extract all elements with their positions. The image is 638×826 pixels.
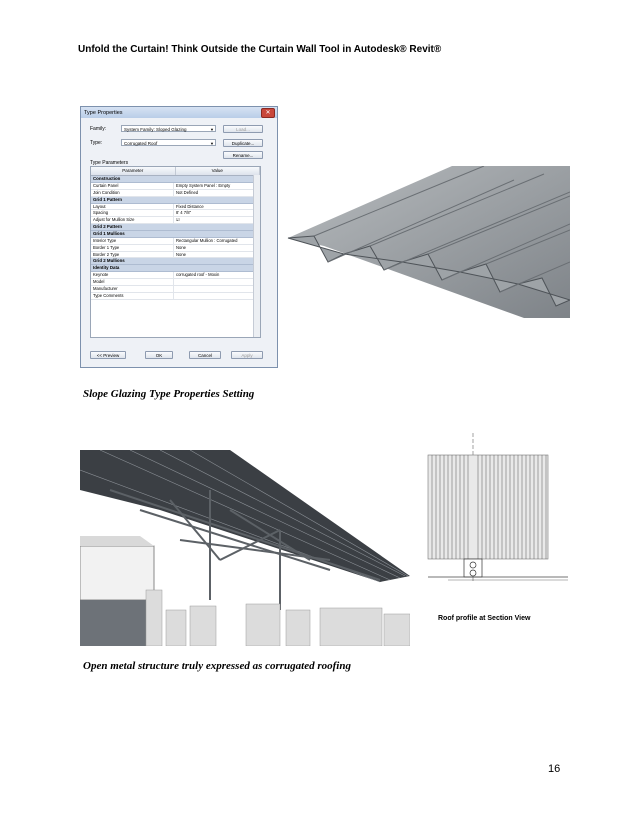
section-view-drawing bbox=[418, 433, 568, 583]
parameter-value[interactable]: None bbox=[176, 244, 187, 250]
page-header: Unfold the Curtain! Think Outside the Curtain Wall Tool in Autodesk® Revit® bbox=[78, 44, 442, 55]
parameter-group[interactable] bbox=[91, 265, 260, 272]
apply-button[interactable]: Apply bbox=[231, 351, 263, 359]
parameter-name: Adjust for Mullion Size bbox=[91, 217, 174, 223]
parameter-value[interactable]: Empty System Panel : Empty bbox=[176, 183, 231, 188]
ok-button[interactable]: OK bbox=[145, 351, 173, 359]
parameter-name: Interior Type bbox=[91, 238, 174, 244]
column-parameter: Parameter bbox=[91, 167, 176, 175]
parameter-group[interactable] bbox=[91, 224, 260, 231]
vertical-scrollbar[interactable] bbox=[253, 175, 260, 337]
parameter-group[interactable] bbox=[91, 197, 260, 204]
table-row[interactable] bbox=[91, 238, 260, 245]
parameter-value[interactable]: corrugated roof - Moxin bbox=[176, 272, 220, 278]
section-view-label: Roof profile at Section View bbox=[438, 615, 531, 622]
parameter-value[interactable]: ☑ bbox=[176, 217, 180, 223]
parameter-group-label: Grid 1 Mullions bbox=[93, 230, 125, 236]
page-number: 16 bbox=[548, 763, 561, 775]
table-row[interactable] bbox=[91, 286, 260, 293]
load-button[interactable]: Load... bbox=[223, 125, 263, 133]
type-select[interactable] bbox=[121, 139, 216, 146]
table-row[interactable] bbox=[91, 279, 260, 286]
table-row[interactable] bbox=[91, 293, 260, 300]
parameter-group-label: Grid 2 Mullions bbox=[93, 258, 125, 264]
type-label: Type: bbox=[90, 140, 103, 146]
parameter-group[interactable] bbox=[91, 176, 260, 183]
parameter-group[interactable] bbox=[91, 231, 260, 238]
dialog-title: Type Properties bbox=[84, 109, 123, 116]
parameter-value[interactable]: Rectangular Mullion : Corrugated bbox=[176, 237, 238, 243]
duplicate-button[interactable]: Duplicate... bbox=[223, 139, 263, 147]
parameter-value[interactable]: 8' 4 7/8" bbox=[176, 210, 192, 216]
table-row[interactable] bbox=[91, 204, 260, 211]
table-row[interactable] bbox=[91, 272, 260, 279]
family-label: Family: bbox=[90, 126, 107, 132]
table-row[interactable] bbox=[91, 245, 260, 252]
dialog-title-bar bbox=[81, 107, 277, 118]
type-properties-dialog bbox=[80, 106, 278, 368]
type-parameters-table bbox=[90, 166, 261, 338]
preview-button[interactable]: << Preview bbox=[90, 351, 126, 359]
caption-type-properties: Slope Glazing Type Properties Setting bbox=[83, 388, 255, 400]
type-parameters-label: Type Parameters bbox=[90, 160, 129, 166]
parameter-name: Join Condition bbox=[91, 190, 174, 196]
parameter-value[interactable] bbox=[174, 279, 260, 285]
table-row[interactable] bbox=[91, 210, 260, 217]
table-header bbox=[91, 167, 260, 176]
parameter-name: Layout bbox=[91, 204, 174, 210]
parameter-group-label: Identity Data bbox=[93, 265, 120, 271]
parameter-name: Curtain Panel bbox=[91, 183, 174, 189]
parameter-name: Border 2 Type bbox=[91, 252, 174, 258]
table-row[interactable] bbox=[91, 252, 260, 259]
parameter-name: Model bbox=[91, 279, 174, 285]
column-value: Value bbox=[176, 167, 261, 175]
rename-button[interactable]: Rename... bbox=[223, 151, 263, 159]
parameter-group-label: Grid 1 Pattern bbox=[93, 196, 123, 202]
parameter-value[interactable] bbox=[174, 293, 260, 299]
parameter-value[interactable]: None bbox=[176, 251, 187, 257]
parameter-name: Keynote bbox=[91, 272, 174, 278]
parameter-value[interactable]: Fixed Distance bbox=[176, 203, 204, 209]
parameter-name: Type Comments bbox=[91, 293, 174, 299]
parameter-group-label: Grid 2 Pattern bbox=[93, 223, 123, 229]
table-row[interactable] bbox=[91, 190, 260, 197]
table-body bbox=[91, 176, 260, 300]
chevron-down-icon: ▼ bbox=[210, 141, 214, 146]
chevron-down-icon: ▼ bbox=[210, 127, 214, 132]
parameter-value[interactable]: Not Defined bbox=[176, 189, 199, 195]
family-value: System Family: Sloped Glazing bbox=[124, 127, 187, 132]
parameter-name: Manufacturer bbox=[91, 286, 174, 292]
parameter-name: Border 1 Type bbox=[91, 245, 174, 251]
parameter-name: Spacing bbox=[91, 210, 174, 216]
metal-structure-render bbox=[80, 450, 410, 646]
family-select[interactable] bbox=[121, 125, 216, 132]
table-row[interactable] bbox=[91, 183, 260, 190]
type-value: Corrugated Roof bbox=[124, 141, 158, 146]
cancel-button[interactable]: Cancel bbox=[189, 351, 221, 359]
parameter-value[interactable] bbox=[174, 286, 260, 292]
caption-metal-structure: Open metal structure truly expressed as corrugated roofing bbox=[83, 660, 351, 672]
close-icon[interactable]: ✕ bbox=[261, 108, 275, 118]
parameter-group[interactable] bbox=[91, 258, 260, 265]
parameter-group-label: Construction bbox=[93, 176, 121, 181]
corrugated-roof-render bbox=[284, 166, 570, 322]
table-row[interactable] bbox=[91, 217, 260, 224]
